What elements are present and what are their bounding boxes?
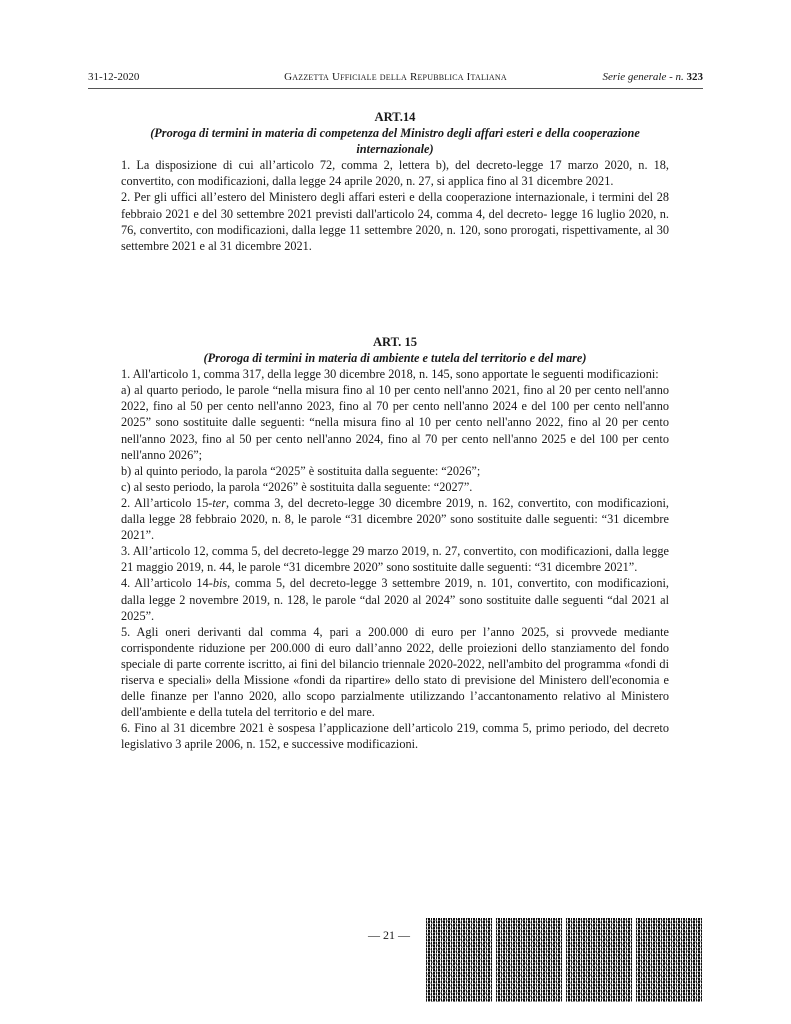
art15-title: ART. 15: [372, 335, 418, 349]
art15-paragraph-5: 5. Agli oneri derivanti dal comma 4, pari a 200.000 di euro per l’anno 2025, si provvede mediante corrispondente riduzione per 200.000 di euro dall’anno 2022, delle proiezioni dello stanziamento del fondo speciale di parte corrente iscritto, ai fini del bilancio triennale 2020-2022, nell'ambito del programma «fondi di riserva e speciali» della Missione «fondi da ripartire» dello stato di previsione del Ministero dell'economia e delle finanze per l'anno 2020, allo scopo parzialmente utilizzando l’accantonamento relativo al Ministero dell'ambiente e della tutela del territorio e del mare.: [121, 624, 669, 720]
art14-subtitle: (Proroga di termini in materia di competenza del Ministro degli affari esteri e della cooperazione internazionale): [150, 126, 640, 157]
p2-text-post: , comma 3, del decreto-legge 30 dicembre 2019, n. 162, convertito, con modificazioni, dalla legge 28 febbraio 2020, n. 8, le parole “31 dicembre 2020” sono sostituite dalle seguenti: “31 dicembre 2021”.: [121, 495, 669, 543]
datamatrix-block-2: [496, 918, 562, 1002]
art15-paragraph-2: [121, 495, 669, 543]
p4-text-post: , comma 5, del decreto-legge 3 settembre 2019, n. 101, convertito, con modificazioni, dalla legge 2 novembre 2019, n. 128, le parole “dal 2020 al 2024” sono sostituite dalle seguenti “dal 2021 al 2025”.: [121, 576, 669, 623]
header-date: 31-12-2020: [88, 71, 140, 83]
p2-text-italic: ter: [212, 495, 226, 510]
art15-subtitle: (Proroga di termini in materia di ambiente e tutela del territorio e del mare): [203, 351, 587, 366]
art15-paragraph-1b: b) al quinto periodo, la parola “2025” è sostituita dalla seguente: “2026”;: [121, 463, 481, 478]
article-14: [121, 109, 669, 254]
art14-title: ART.14: [374, 110, 416, 124]
art15-paragraph-1: 1. All'articolo 1, comma 317, della legge 30 dicembre 2018, n. 145, sono apportate le seguenti modificazioni:: [121, 367, 659, 382]
art15-paragraph-3: 3. All’articolo 12, comma 5, del decreto-legge 29 marzo 2019, n. 27, convertito, con modificazioni, dalla legge 21 maggio 2019, n. 44, le parole “31 dicembre 2020” sono sostituite dalle seguenti: “31 dicembre 2021”.: [121, 544, 669, 575]
p4-text-pre: 4. All’articolo 14-: [121, 576, 213, 591]
serie-number: 323: [686, 71, 703, 83]
datamatrix-block-1: [426, 918, 492, 1002]
header-rule: [88, 88, 703, 89]
datamatrix-code: [426, 918, 702, 1002]
header-serie: [603, 71, 704, 83]
art14-paragraph-2: 2. Per gli uffici all’estero del Ministero degli affari esteri e della cooperazione internazionale, i termini del 28 febbraio 2021 e del 30 settembre 2021 previsti dall'articolo 24, comma 4, del decreto- legge 16 luglio 2020, n. 76, convertito, con modificazioni, dalla legge 11 settembre 2020, n. 120, sono prorogati, rispettivamente, al 30 settembre 2021 e al 31 dicembre 2021.: [121, 190, 669, 253]
art15-paragraph-1c: c) al sesto periodo, la parola “2026” è sostituita dalla seguente: “2027”.: [121, 479, 473, 494]
page-number: — 21 —: [368, 928, 410, 942]
art14-paragraph-1: 1. La disposizione di cui all’articolo 72, comma 2, lettera b), del decreto-legge 17 marzo 2020, n. 18, convertito, con modificazioni, dalla legge 24 aprile 2020, n. 27, si applica fino al 31 dicembre 2021.: [121, 158, 669, 189]
datamatrix-block-3: [566, 918, 632, 1002]
header-gazette-title: Gazzetta Ufficiale della Repubblica Italiana: [284, 71, 507, 83]
page-header: [88, 71, 703, 87]
art15-paragraph-1a: a) al quarto periodo, le parole “nella misura fino al 10 per cento nell'anno 2021, fino al 20 per cento nell'anno 2022, fino al 50 per cento nell'anno 2023, fino al 70 per cento nell'anno 2024 e del 100 per cento nell'anno 2025” sono sostituite dalle seguenti: “nella misura fino al 10 per cento nell'anno 2022, fino al 20 per cento nell'anno 2023, fino al 50 per cento nell'anno 2024, fino al 70 per cento nell'anno 2025 e del 100 per cento nell'anno 2026”;: [121, 383, 669, 462]
serie-label: Serie generale - n.: [602, 71, 684, 83]
article-15: [121, 334, 669, 752]
p4-text-italic: bis: [212, 576, 228, 591]
datamatrix-block-4: [636, 918, 702, 1002]
art15-paragraph-4: [121, 575, 669, 623]
p2-text-pre: 2. All’articolo 15-: [121, 495, 213, 510]
art15-paragraph-6: 6. Fino al 31 dicembre 2021 è sospesa l’applicazione dell’articolo 219, comma 5, primo periodo, del decreto legislativo 3 aprile 2006, n. 152, e successive modificazioni.: [121, 721, 669, 752]
